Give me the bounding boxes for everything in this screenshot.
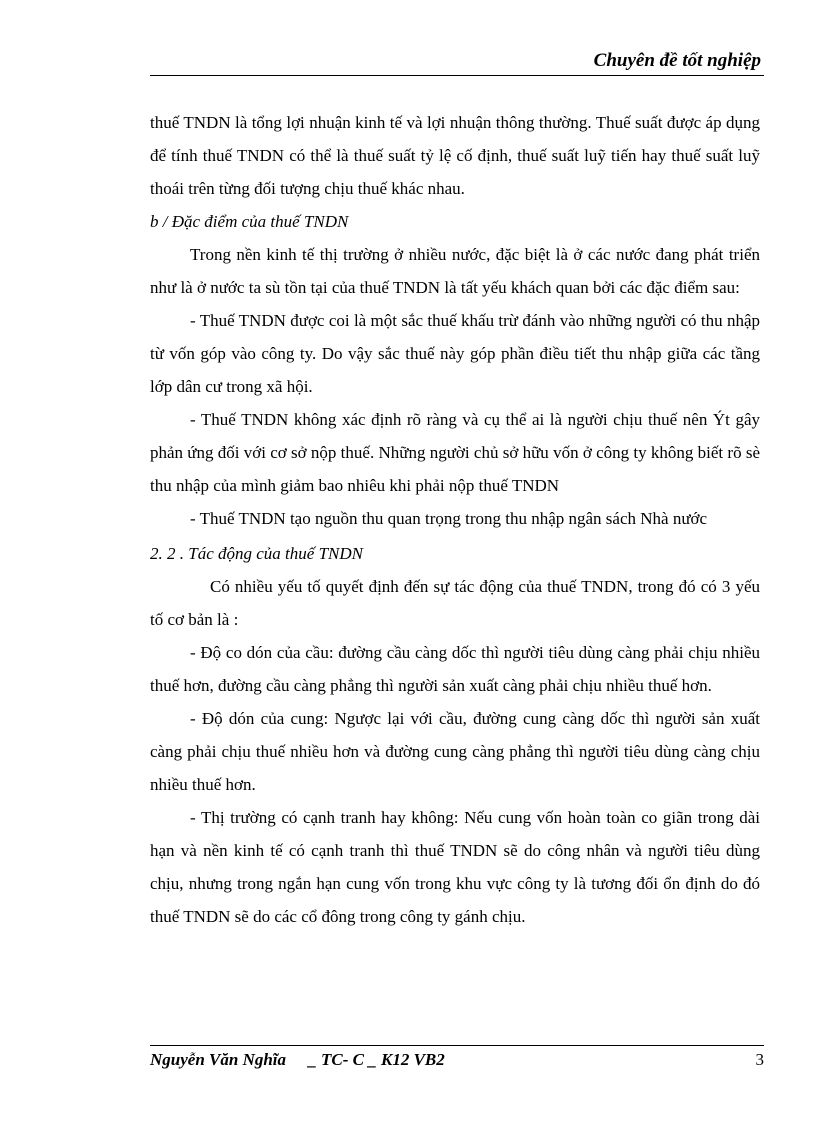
paragraph-factors-intro: Có nhiều yếu tố quyết định đến sự tác động của thuế TNDN, trong đó có 3 yếu tố cơ bản là : — [150, 577, 760, 629]
footer-class-code: _ TC- C _ K12 VB2 — [308, 1050, 445, 1069]
section-heading-2-2: 2. 2 . Tác động của thuế TNDN — [150, 544, 363, 563]
bullet-supply-elasticity: - Độ dón của cung: Ngược lại với cầu, đường cung càng dốc thì người sản xuất càng phải chịu thuế nhiều hơn và đường cung càng phẳng thì người tiêu dùng càng chịu nhiều thuế hơn. — [150, 709, 760, 794]
footer-divider — [150, 1045, 764, 1046]
bullet-market-competition: - Thị trường có cạnh tranh hay không: Nếu cung vốn hoàn toàn co giãn trong dài hạn và nền kinh tế có cạnh tranh thì thuế TNDN sẽ do công nhân và người tiêu dùng chịu, nhưng trong ngắn hạn cung vốn trong khu vực công ty là tương đối ổn định do đó thuế TNDN sẽ do các cổ đông trong công ty gánh chịu. — [150, 808, 760, 926]
page-number: 3 — [755, 1050, 764, 1069]
bullet-withholding-tax: - Thuế TNDN được coi là một sắc thuế khấu trừ đánh vào những người có thu nhập từ vốn góp vào công ty. Do vậy sắc thuế này góp phần điều tiết thu nhập giữa các tầng lớp dân cư trong xã hội. — [150, 311, 760, 396]
paragraph-market-economy: Trong nền kinh tế thị trường ở nhiều nước, đặc biệt là ở các nước đang phát triển như là ở nước ta sù tồn tại của thuế TNDN là tất yếu khách quan bởi các đặc điểm sau: — [150, 245, 760, 297]
header-divider — [150, 75, 764, 76]
paragraph-intro-continuation: thuế TNDN là tổng lợi nhuận kinh tế và lợi nhuận thông thường. Thuế suất được áp dụng để tính thuế TNDN có thể là thuế suất tỷ lệ cố định, thuế suất luỹ tiến hay thuế suất luỹ thoái trên từng đối tượng chịu thuế khác nhau. — [150, 113, 760, 198]
document-body — [150, 106, 760, 933]
footer-info — [150, 1050, 445, 1070]
bullet-unclear-burden: - Thuế TNDN không xác định rõ ràng và cụ thể ai là người chịu thuế nên Ýt gây phản ứng đối với cơ sở nộp thuế. Những người chủ sở hữu vốn ở công ty không biết rõ sè thu nhập của mình giảm bao nhiêu khi phải nộp thuế TNDN — [150, 410, 760, 495]
section-heading-b: b / Đặc điểm của thuế TNDN — [150, 212, 349, 231]
footer-author: Nguyễn Văn Nghĩa — [150, 1050, 287, 1069]
bullet-revenue-source: - Thuế TNDN tạo nguồn thu quan trọng trong thu nhập ngân sách Nhà nước — [190, 509, 708, 528]
header-title: Chuyên đề tốt nghiệp — [593, 50, 761, 71]
bullet-demand-elasticity: - Độ co dón của cầu: đường cầu càng dốc thì người tiêu dùng càng phải chịu nhiều thuế hơn, đường cầu càng phẳng thì người sản xuất càng phải chịu nhiều thuế hơn. — [150, 643, 760, 695]
